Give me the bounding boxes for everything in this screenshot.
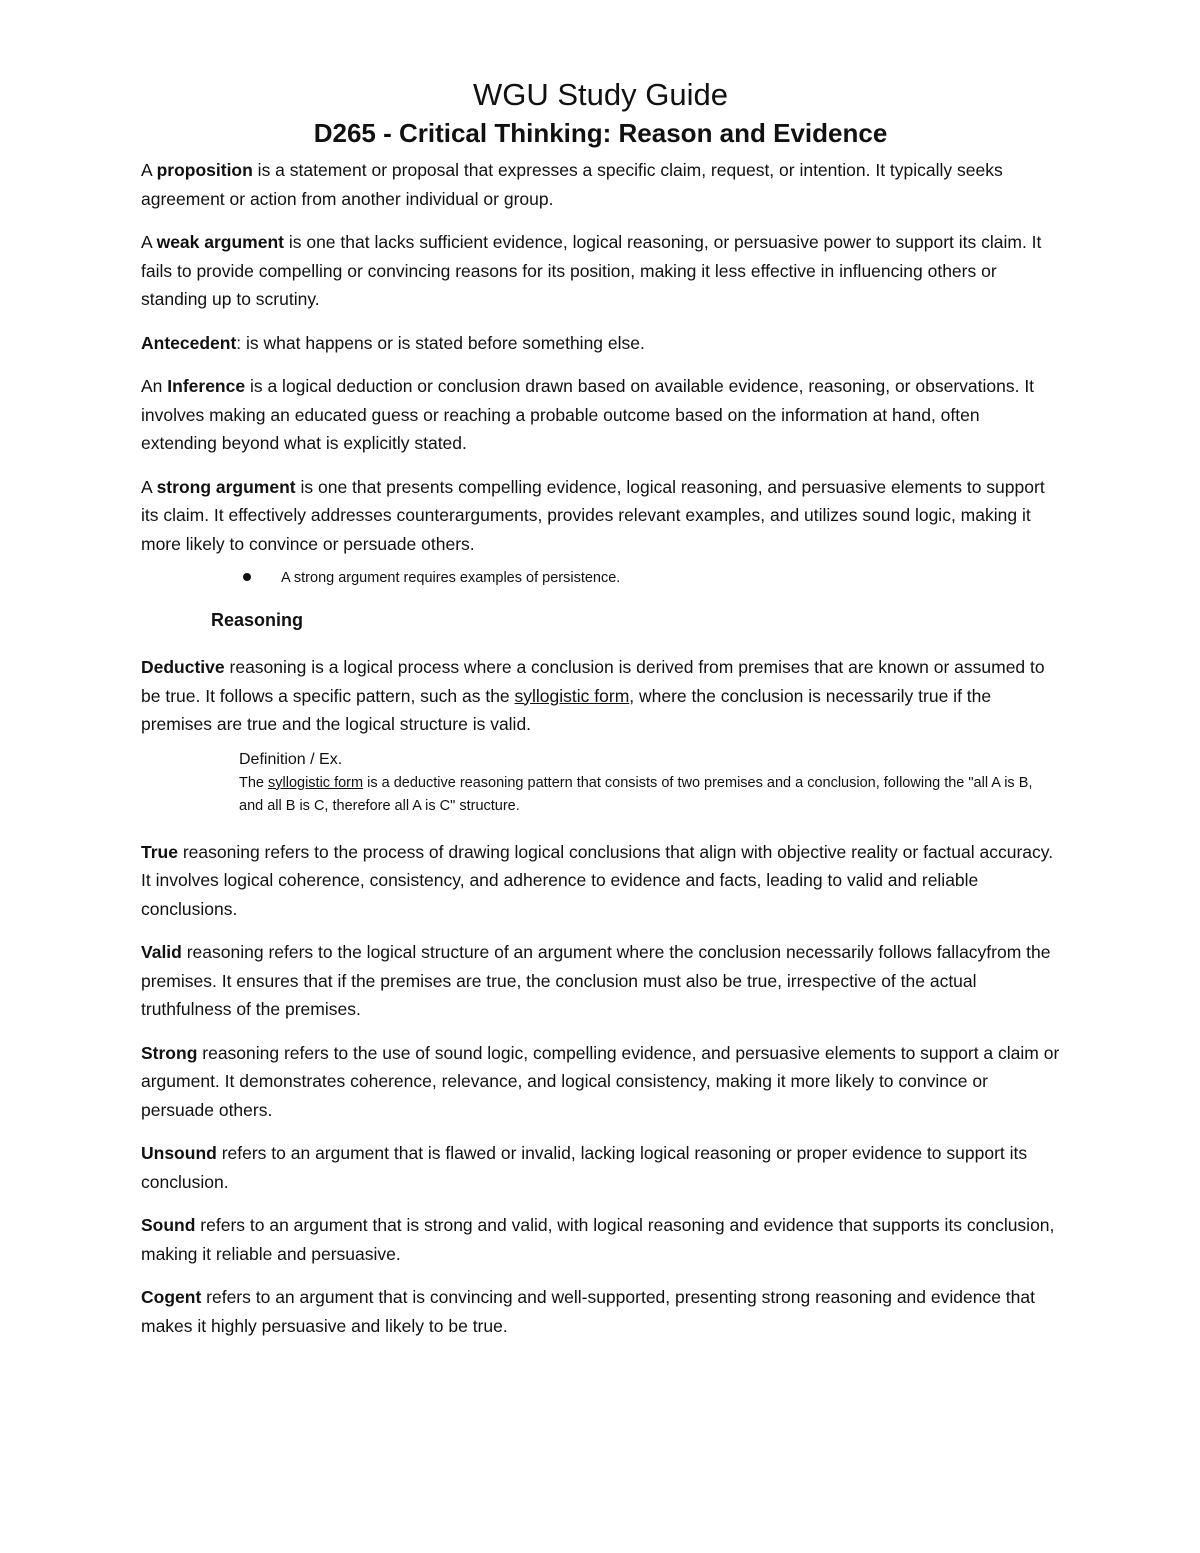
paragraph-strong: Strong reasoning refers to the use of sound logic, compelling evidence, and persuasive elements to support a claim or argument. It demonstrates coherence, relevance, and logical consistency, making it more likely to convince or persuade others. (141, 1042, 1060, 1120)
paragraph-sound: Sound refers to an argument that is strong and valid, with logical reasoning and evidence that supports its conclusion, making it reliable and persuasive. (141, 1215, 1055, 1264)
definition-underlined-term: syllogistic form (268, 774, 364, 791)
paragraph-unsound: Unsound refers to an argument that is flawed or invalid, lacking logical reasoning or proper evidence to support its conclusion. (141, 1143, 1028, 1192)
paragraph-proposition: A proposition is a statement or proposal that expresses a specific claim, request, or intention. It typically seeks agreement or action from another individual or group. (141, 160, 1003, 209)
term-true: True (141, 841, 178, 862)
term-antecedent: Antecedent (141, 332, 237, 353)
section-heading-reasoning: Reasoning (211, 610, 304, 630)
list-item: A strong argument requires examples of persistence. (243, 567, 1060, 589)
paragraph-antecedent: Antecedent: is what happens or is stated before something else. (141, 332, 645, 353)
paragraph-deductive: Deductive reasoning is a logical process where a conclusion is derived from premises that are known or assumed to be true. It follows a specific pattern, such as the syllogistic form, where the conclusion is necessarily true if the premises are true and the logical structure is valid. (141, 657, 1045, 734)
paragraph-valid: Valid reasoning refers to the logical structure of an argument where the conclusion necessarily follows fallacyfrom the premises. It ensures that if the premises are true, the conclusion must also be true, irrespective of the actual truthfulness of the premises. (141, 942, 1051, 1019)
term-weak-argument: weak argument (156, 232, 284, 252)
paragraph-weak-argument: A weak argument is one that lacks sufficient evidence, logical reasoning, or persuasive power to support its claim. It fails to provide compelling or convincing reasons for its position, making it less effective in influencing others or standing up to scrutiny. (141, 232, 1042, 309)
term-strong: Strong (141, 1042, 198, 1063)
bullet-icon (243, 573, 251, 581)
paragraph-true: True reasoning refers to the process of drawing logical conclusions that align with objective reality or factual accuracy. It involves logical coherence, consistency, and adherence to evidence and facts, leading to valid and reliable conclusions. (141, 841, 1054, 919)
bullet-list (141, 567, 1060, 589)
term-inference: Inference (167, 376, 246, 396)
term-unsound: Unsound (141, 1143, 217, 1163)
page-title: WGU Study Guide (473, 77, 728, 112)
definition-block (239, 748, 1060, 818)
syllogistic-form-link: syllogistic form (514, 685, 630, 706)
term-deductive: Deductive (141, 657, 225, 677)
page-subtitle: D265 - Critical Thinking: Reason and Evidence (313, 118, 888, 148)
term-proposition: proposition (156, 160, 253, 180)
term-strong-argument: strong argument (156, 476, 296, 497)
term-cogent: Cogent (141, 1287, 202, 1307)
definition-label: Definition / Ex. (239, 750, 343, 768)
paragraph-strong-argument: A strong argument is one that presents compelling evidence, logical reasoning, and persuasive elements to support its claim. It effectively addresses counterarguments, provides relevant examples, and utilizes sound logic, making it more likely to convince or persuade others. (141, 476, 1045, 554)
term-sound: Sound (141, 1215, 196, 1235)
paragraph-cogent: Cogent refers to an argument that is convincing and well-supported, presenting strong reasoning and evidence that makes it highly persuasive and likely to be true. (141, 1287, 1035, 1336)
paragraph-inference: An Inference is a logical deduction or conclusion drawn based on available evidence, reasoning, or observations. It involves making an educated guess or reaching a probable outcome based on the information at hand, often extending beyond what is explicitly stated. (141, 376, 1035, 453)
definition-text: The syllogistic form is a deductive reasoning pattern that consists of two premises and a conclusion, following the "all A is B, and all B is C, therefore all A is C" structure. (239, 774, 1033, 814)
term-valid: Valid (141, 942, 182, 962)
